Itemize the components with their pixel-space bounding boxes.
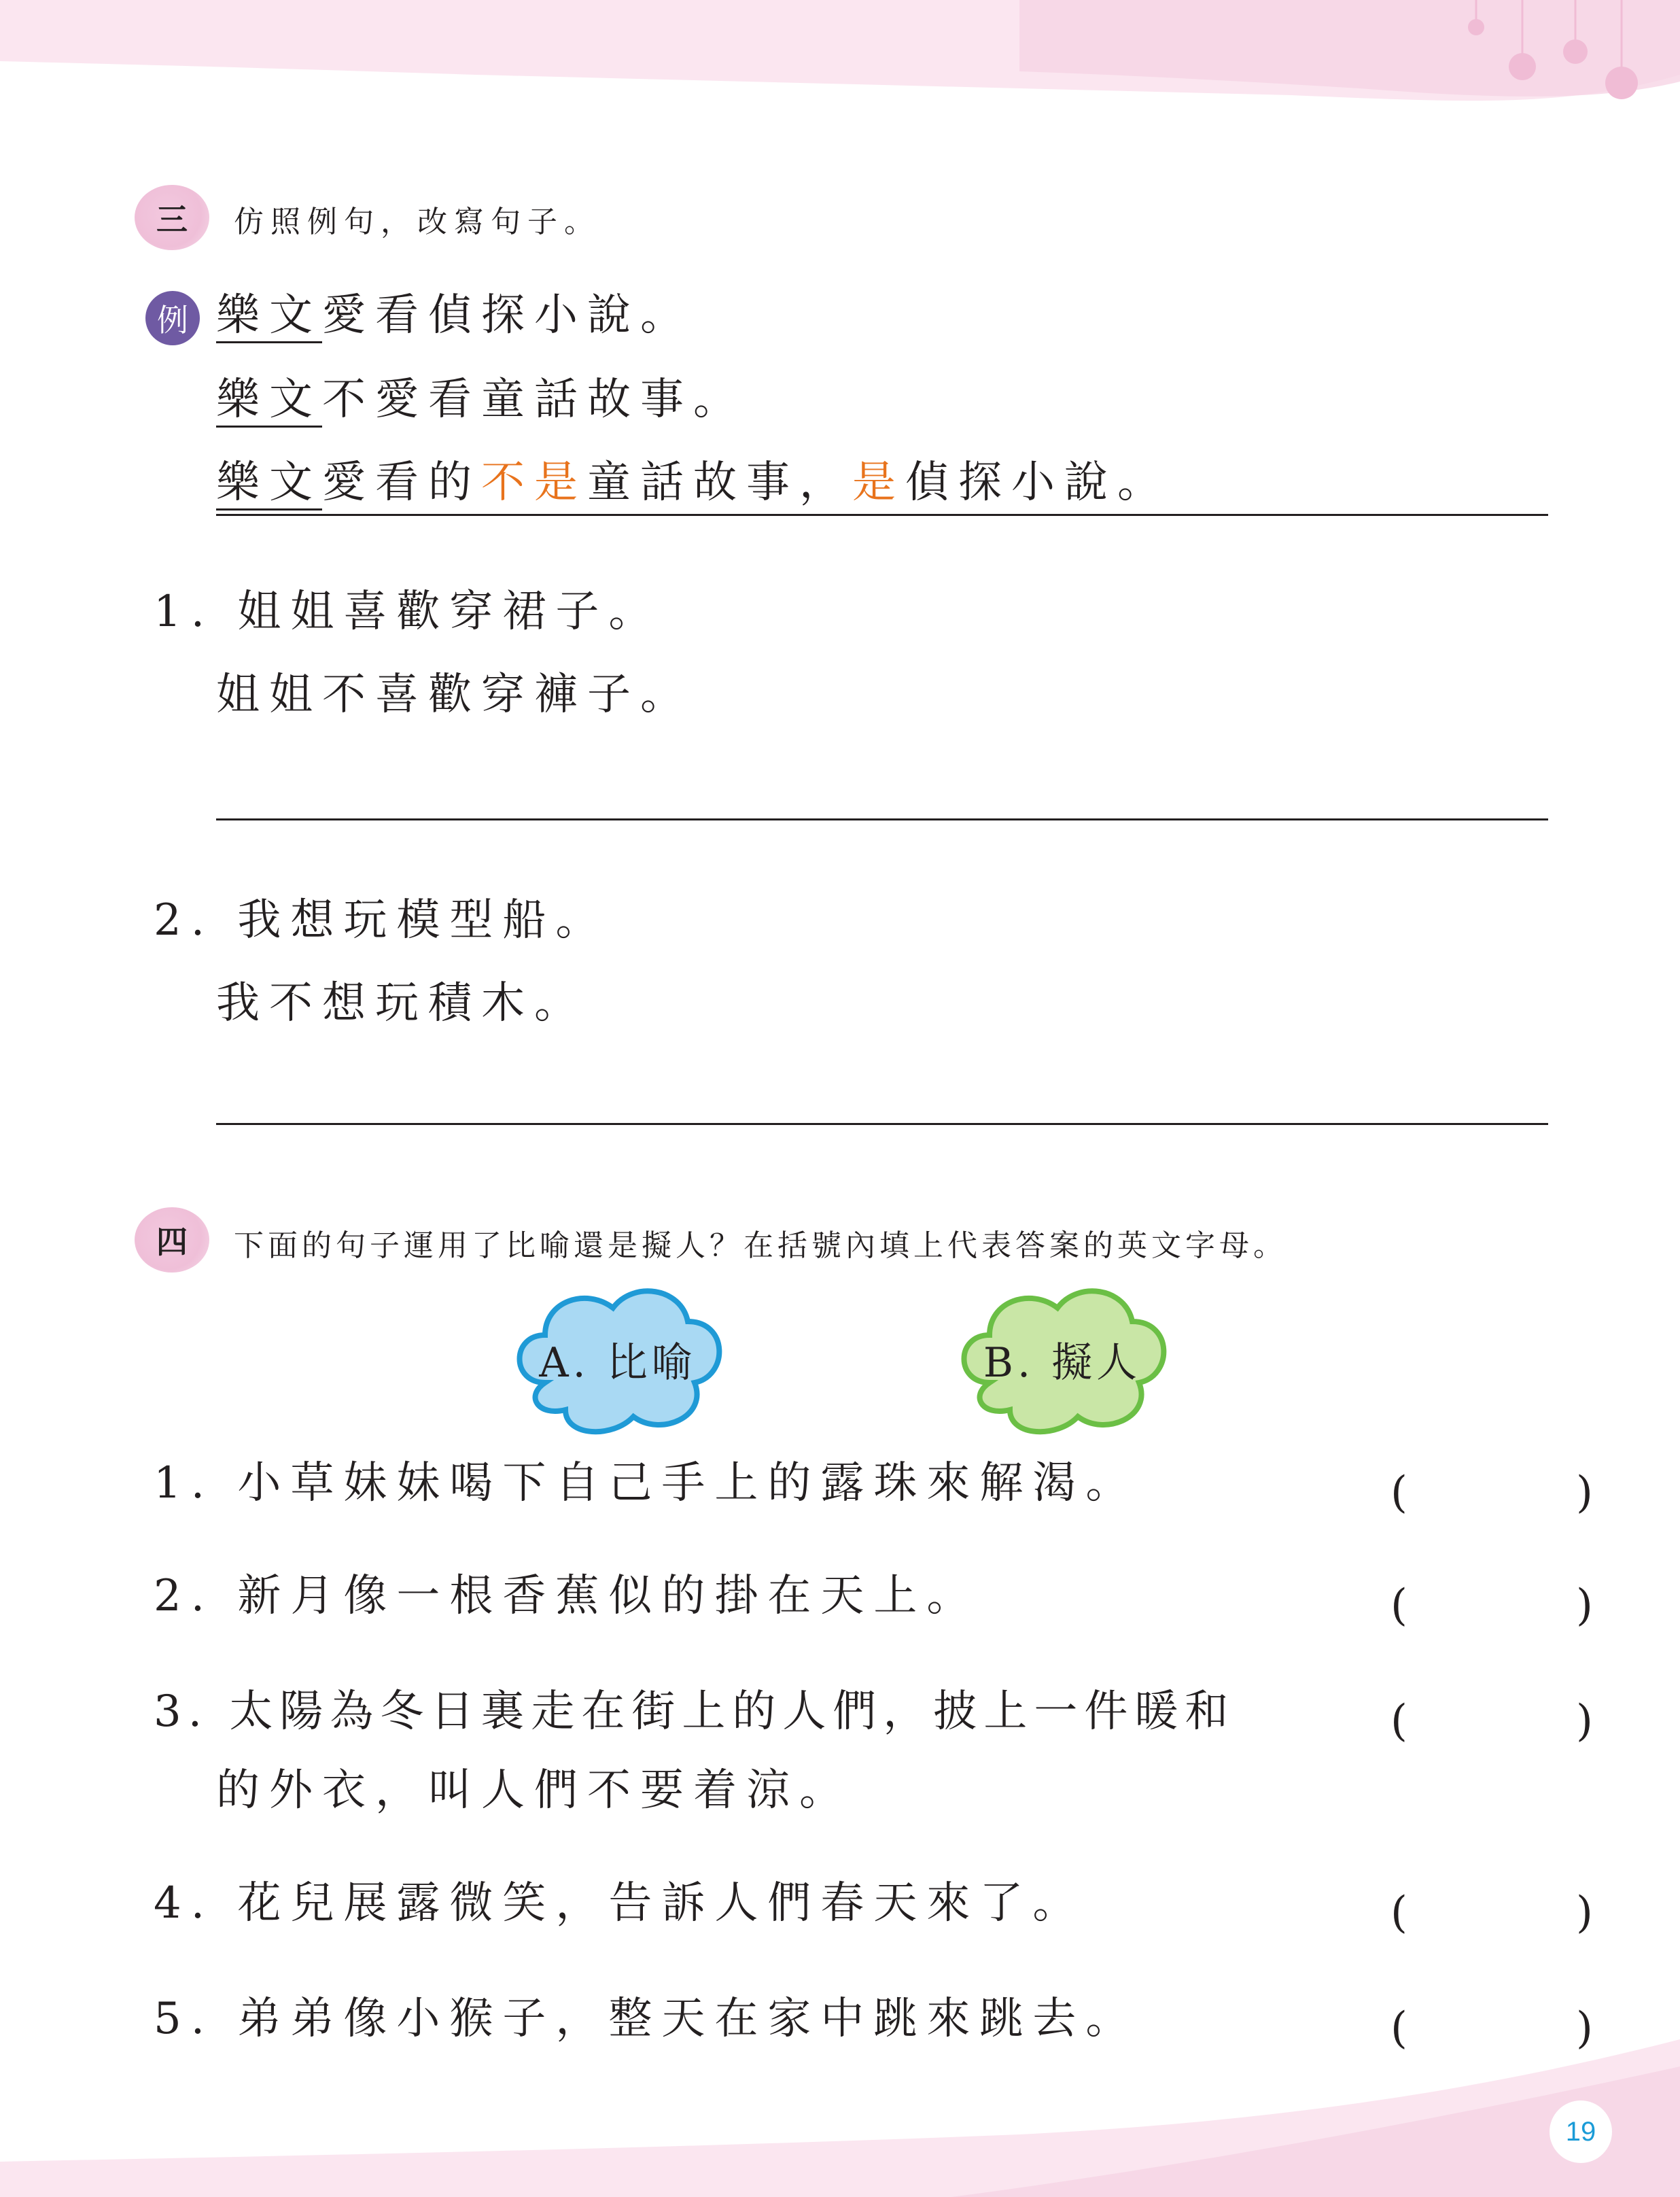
- example-text: 不愛看童話故事。: [322, 375, 746, 425]
- example-line-3: [216, 457, 1170, 511]
- question-number: 4.: [154, 1878, 215, 1928]
- question-text: 花兒展露微笑，告訴人們春天來了。: [237, 1878, 1086, 1928]
- s4-q1: [154, 1458, 1139, 1508]
- question-text: 我想玩模型船。: [237, 895, 609, 946]
- section-3-badge: 三: [135, 185, 209, 250]
- question-text: 弟弟像小猴子，整天在家中跳來跳去。: [237, 1994, 1139, 2044]
- example-text: 童話故事，: [587, 457, 852, 508]
- question-number: 2.: [154, 1571, 215, 1621]
- question-text: 小草妹妹喝下自己手上的露珠來解渴。: [237, 1458, 1139, 1508]
- option-b-label: B. 擬人: [983, 1339, 1142, 1387]
- example-badge: 例: [145, 291, 200, 345]
- top-decoration: [0, 0, 1680, 136]
- question-number: 1.: [154, 587, 215, 637]
- example-text: 愛看偵探小說。: [322, 290, 693, 341]
- example-subject: 樂文: [216, 294, 322, 343]
- example-line-2: [216, 375, 746, 428]
- example-answer-line: [216, 514, 1548, 516]
- s3-q1-line2: 姐姐不喜歡穿褲子。: [216, 670, 693, 720]
- s3-q2-answer-line[interactable]: [216, 1123, 1548, 1125]
- s3-q1-line1: [154, 587, 662, 637]
- question-text: 太陽為冬日裏走在街上的人們，披上一件暖和: [229, 1686, 1236, 1737]
- s4-q2-answer-box[interactable]: ( ): [1390, 1580, 1620, 1631]
- example-subject: 樂文: [216, 461, 322, 511]
- section-4-instruction: 下面的句子運用了比喻還是擬人？在括號內填上代表答案的英文字母。: [234, 1228, 1287, 1263]
- s4-q4: [154, 1878, 1086, 1928]
- example-text: 偵探小說。: [905, 457, 1170, 508]
- question-text: 新月像一根香蕉似的掛在天上。: [237, 1571, 980, 1621]
- example-text: 愛看的: [322, 457, 481, 508]
- example-line-1: [216, 290, 693, 343]
- example-highlight-not: 不是: [481, 457, 587, 508]
- s4-q3-line2: 的外衣，叫人們不要着涼。: [216, 1765, 852, 1816]
- option-a-label: A. 比喻: [539, 1339, 697, 1387]
- s3-q2-line2: 我不想玩積木。: [216, 978, 587, 1028]
- bottom-decoration: [0, 2026, 1680, 2197]
- example-subject: 樂文: [216, 378, 322, 428]
- s4-q4-answer-box[interactable]: ( ): [1390, 1888, 1620, 1938]
- s4-q3: [154, 1686, 1236, 1737]
- s3-q2-line1: [154, 895, 609, 946]
- section-3-instruction: 仿照例句，改寫句子。: [234, 205, 601, 239]
- example-highlight-is: 是: [852, 457, 905, 508]
- question-number: 5.: [154, 1994, 215, 2044]
- s4-q1-answer-box[interactable]: ( ): [1390, 1468, 1620, 1518]
- s4-q2: [154, 1571, 980, 1621]
- s4-q3-answer-box[interactable]: ( ): [1390, 1696, 1620, 1746]
- question-text: 姐姐喜歡穿裙子。: [237, 587, 662, 637]
- section-4-badge: 四: [135, 1207, 209, 1273]
- page-number: 19: [1550, 2100, 1612, 2163]
- question-number: 3.: [154, 1686, 209, 1737]
- question-number: 2.: [154, 895, 215, 946]
- question-number: 1.: [154, 1458, 215, 1508]
- s3-q1-answer-line[interactable]: [216, 818, 1548, 820]
- s4-q5-answer-box[interactable]: ( ): [1390, 2003, 1620, 2054]
